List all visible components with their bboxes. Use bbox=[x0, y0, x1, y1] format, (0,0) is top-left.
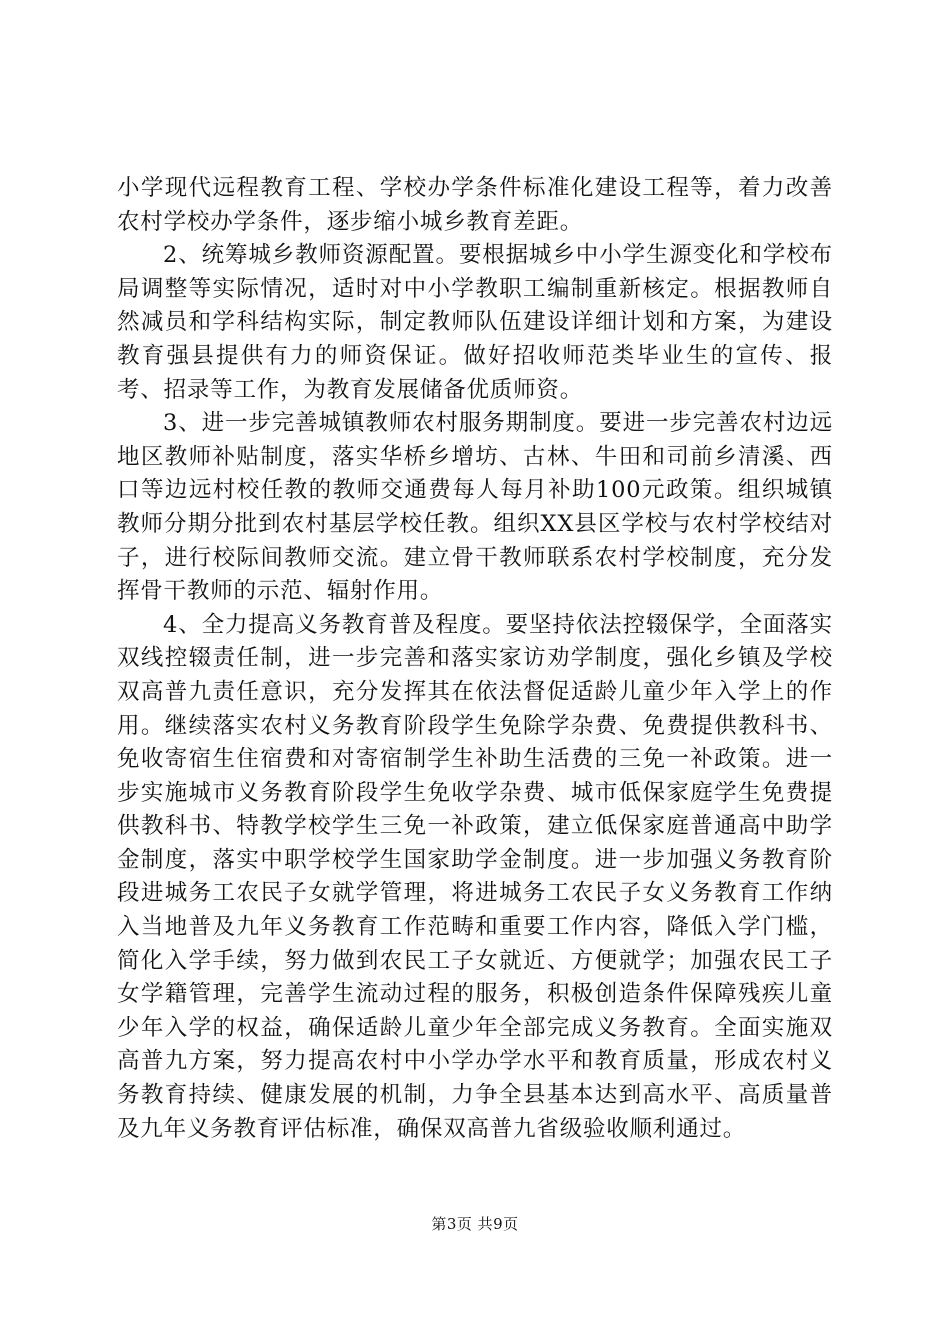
paragraph-item-2: 2、统筹城乡教师资源配置。要根据城乡中小学生源变化和学校布局调整等实际情况，适时对中小学教职工编制重新核定。根据教师自然减员和学科结构实际，制定教师队伍建设详细计划和方案，为建设教育强县提供有力的师资保证。做好招收师范类毕业生的宣传、报考、招录等工作，为教育发展储备优质师资。 bbox=[117, 242, 833, 403]
paragraph-item-3: 3、进一步完善城镇教师农村服务期制度。要进一步完善农村边远地区教师补贴制度，落实华桥乡增坊、古林、牛田和司前乡清溪、西口等边远村校任教的教师交通费每人每月补助100元政策。组织城镇教师分期分批到农村基层学校任教。组织XX县区学校与农村学校结对子，进行校际间教师交流。建立骨干教师联系农村学校制度，充分发挥骨干教师的示范、辐射作用。 bbox=[117, 410, 833, 605]
paragraph-item-4: 4、全力提高义务教育普及程度。要坚持依法控辍保学，全面落实双线控辍责任制，进一步完善和落实家访劝学制度，强化乡镇及学校双高普九责任意识，充分发挥其在依法督促适龄儿童少年入学上的作用。继续落实农村义务教育阶段学生免除学杂费、免费提供教科书、免收寄宿生住宿费和对寄宿制学生补助生活费的三免一补政策。进一步实施城市义务教育阶段学生免收学杂费、城市低保家庭学生免费提供教科书、特教学校学生三免一补政策，建立低保家庭普通高中助学金制度，落实中职学校学生国家助学金制度。进一步加强义务教育阶段进城务工农民子女就学管理，将进城务工农民子女义务教育工作纳入当地普及九年义务教育工作范畴和重要工作内容，降低入学门槛，简化入学手续，努力做到农民工子女就近、方便就学；加强农民工子女学籍管理，完善学生流动过程的服务，积极创造条件保障残疾儿童少年入学的权益，确保适龄儿童少年全部完成义务教育。全面实施双高普九方案，努力提高农村中小学办学水平和教育质量，形成农村义务教育持续、健康发展的机制，力争全县基本达到高水平、高质量普及九年义务教育评估标准，确保双高普九省级验收顺利通过。 bbox=[117, 611, 833, 1142]
paragraph-continuation: 小学现代远程教育工程、学校办学条件标准化建设工程等，着力改善农村学校办学条件，逐步缩小城乡教育差距。 bbox=[117, 175, 833, 235]
page-number-footer: 第3页 共9页 bbox=[431, 1215, 519, 1233]
document-body bbox=[117, 172, 833, 1146]
